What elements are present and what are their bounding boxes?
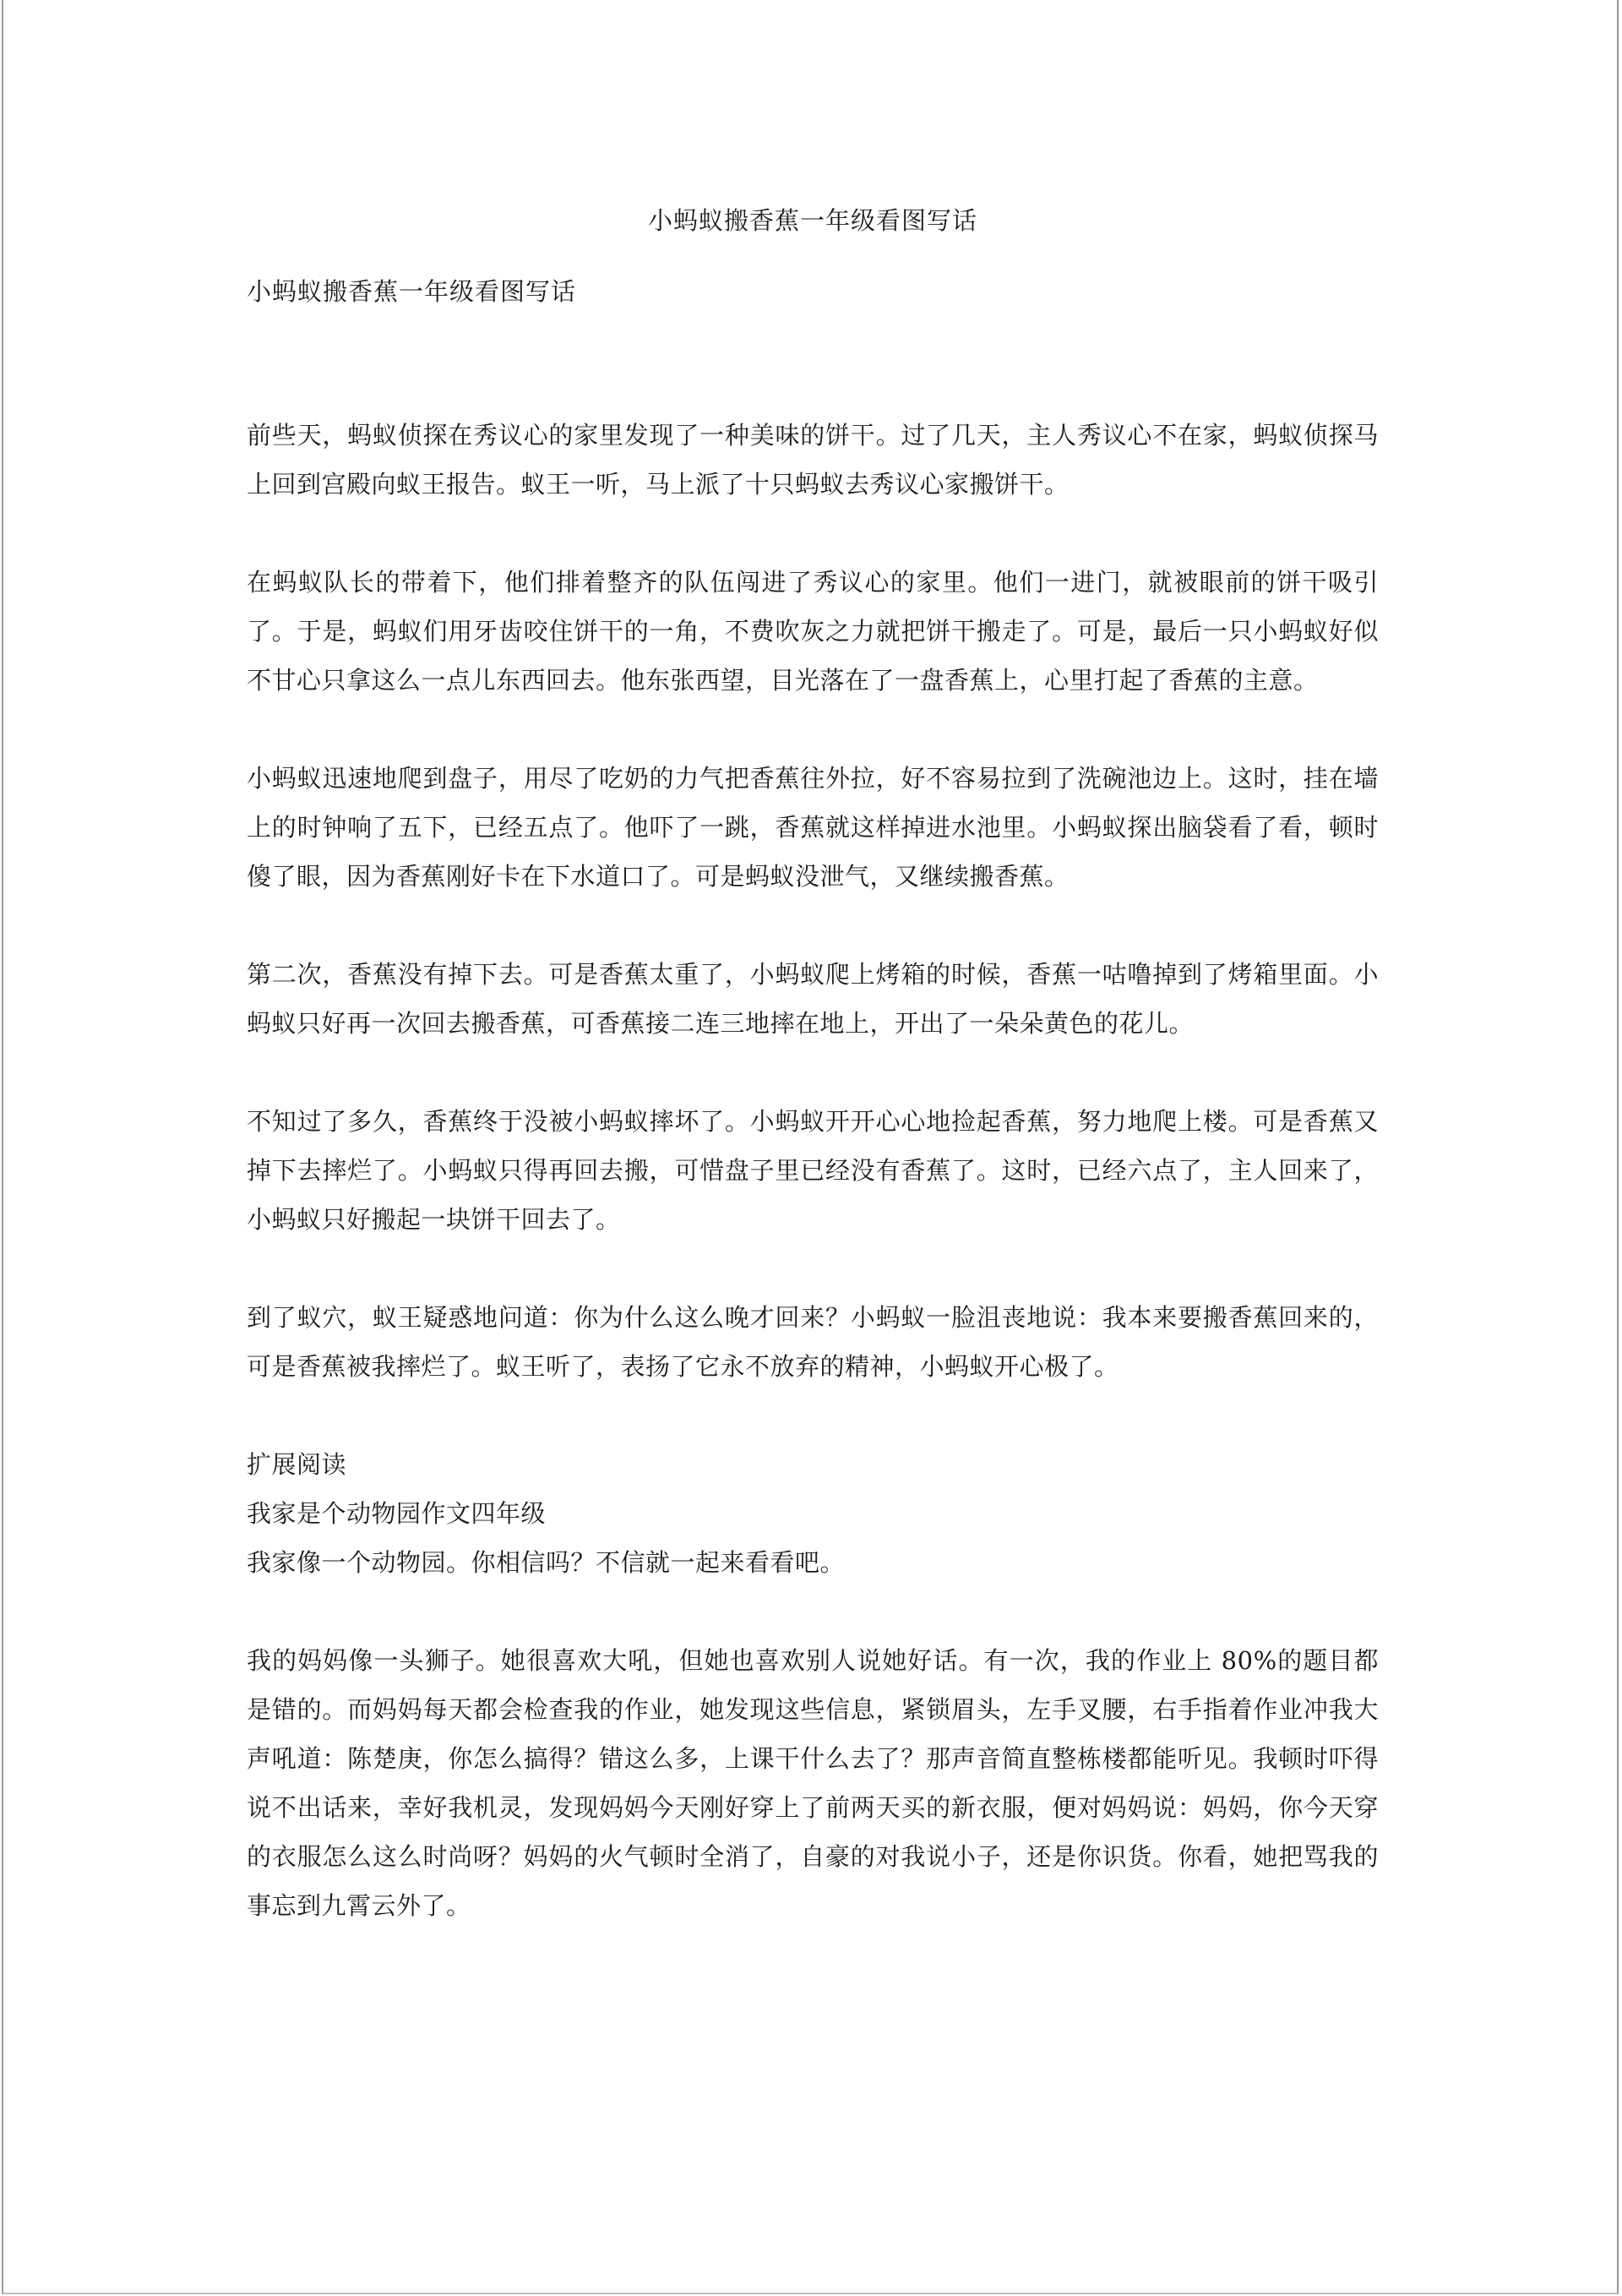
extended-reading-heading: 扩展阅读 — [247, 1450, 347, 1479]
story-paragraph-2: 在蚂蚁队长的带着下，他们排着整齐的队伍闯进了秀议心的家里。他们一进门，就被眼前的饼干吸引了。于是，蚂蚁们用牙齿咬住饼干的一角，不费吹灰之力就把饼干搬走了。可是，最后一只小蚂蚁好似不甘心只拿这么一点儿东西回去。他东张西望，目光落在了一盘香蕉上，心里打起了香蕉的主意。 — [247, 568, 1379, 695]
document-title: 小蚂蚁搬香蕉一年级看图写话 — [647, 206, 977, 235]
essay-title: 我家是个动物园作文四年级 — [247, 1499, 547, 1528]
essay-intro: 我家像一个动物园。你相信吗？不信就一起来看看吧。 — [247, 1548, 846, 1577]
document-body — [247, 196, 1379, 1930]
document-page — [2, 0, 1619, 2294]
story-section — [247, 411, 1379, 1391]
story-paragraph-5: 不知过了多久，香蕉终于没被小蚂蚁摔坏了。小蚂蚁开开心心地捡起香蕉，努力地爬上楼。可是香蕉又掉下去摔烂了。小蚂蚁只得再回去搬，可惜盘子里已经没有香蕉了。这时，已经六点了，主人回来了，小蚂蚁只好搬起一块饼干回去了。 — [247, 1107, 1379, 1234]
story-paragraph-6: 到了蚁穴，蚁王疑惑地问道：你为什么这么晚才回来？小蚂蚁一脸沮丧地说：我本来要搬香蕉回来的，可是香蕉被我摔烂了。蚁王听了，表扬了它永不放弃的精神，小蚂蚁开心极了。 — [247, 1303, 1379, 1381]
story-paragraph-1: 前些天，蚂蚁侦探在秀议心的家里发现了一种美味的饼干。过了几天，主人秀议心不在家，蚂蚁侦探马上回到宫殿向蚁王报告。蚁王一听，马上派了十只蚂蚁去秀议心家搬饼干。 — [247, 421, 1379, 499]
story-paragraph-4: 第二次，香蕉没有掉下去。可是香蕉太重了，小蚂蚁爬上烤箱的时候，香蕉一咕噜掉到了烤箱里面。小蚂蚁只好再一次回去搬香蕉，可香蕉接二连三地摔在地上，开出了一朵朵黄色的花儿。 — [247, 960, 1379, 1038]
extended-reading-section — [247, 1440, 1379, 1587]
essay-paragraph: 我的妈妈像一头狮子。她很喜欢大吼，但她也喜欢别人说她好话。有一次，我的作业上 80%的题目都是错的。而妈妈每天都会检查我的作业，她发现这些信息，紧锁眉头，左手叉腰，右手指着作业冲我大声吼道：陈楚庚，你怎么搞得？错这么多，上课干什么去了？那声音简直整栋楼都能听见。我顿时吓得说不出话来，幸好我机灵，发现妈妈今天刚好穿上了前两天买的新衣服，便对妈妈说：妈妈，你今天穿的衣服怎么这么时尚呀？妈妈的火气顿时全消了，自豪的对我说小子，还是你识货。你看，她把骂我的事忘到九霄云外了。 — [247, 1646, 1379, 1920]
essay-section — [247, 1636, 1379, 1930]
story-paragraph-3: 小蚂蚁迅速地爬到盘子，用尽了吃奶的力气把香蕉往外拉，好不容易拉到了洗碗池边上。这时，挂在墙上的时钟响了五下，已经五点了。他吓了一跳，香蕉就这样掉进水池里。小蚂蚁探出脑袋看了看，顿时傻了眼，因为香蕉刚好卡在下水道口了。可是蚂蚁没泄气，又继续搬香蕉。 — [247, 764, 1379, 891]
document-subtitle: 小蚂蚁搬香蕉一年级看图写话 — [247, 277, 577, 306]
